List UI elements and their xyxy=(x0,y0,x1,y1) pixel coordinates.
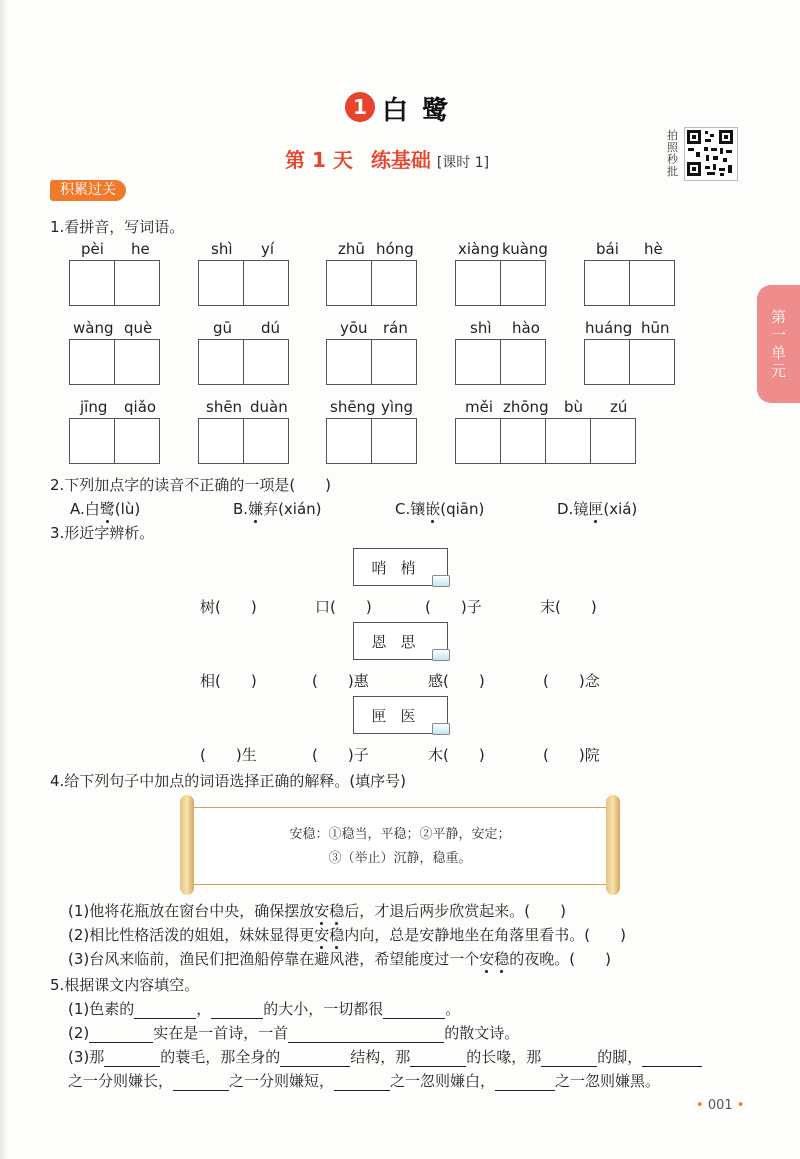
answer-blank[interactable] xyxy=(211,1004,263,1019)
writing-box[interactable] xyxy=(500,260,546,306)
pinyin-group xyxy=(455,398,636,464)
writing-box[interactable] xyxy=(371,339,417,385)
char-card: 恩思 xyxy=(353,622,448,660)
q2-option-a[interactable]: A.白鹭(lù) xyxy=(70,500,141,518)
pin-icon xyxy=(432,723,450,735)
writing-box[interactable] xyxy=(455,260,501,306)
q2-title: 2.下列加点字的读音不正确的一项是( ) xyxy=(50,476,332,494)
writing-box[interactable] xyxy=(198,339,244,385)
pinyin-syllable: bù xyxy=(564,398,584,416)
definition-scroll xyxy=(180,795,620,895)
pinyin-syllable: què xyxy=(124,319,153,337)
pinyin-syllable: shì xyxy=(211,240,233,258)
writing-box[interactable] xyxy=(371,418,417,464)
writing-box[interactable] xyxy=(69,260,115,306)
q4-sentence-3[interactable]: (3)台风来临前，渔民们把渔船停靠在避风港，希望能度过一个安稳的夜晚。( ) xyxy=(68,950,612,968)
writing-box[interactable] xyxy=(590,418,636,464)
pinyin-syllable: yōu xyxy=(340,319,368,337)
answer-blank[interactable] xyxy=(541,1052,597,1067)
pinyin-syllable: huáng xyxy=(585,319,633,337)
pinyin-group xyxy=(69,240,160,306)
pinyin-syllable: hào xyxy=(512,319,540,337)
definition-line: ③（举止）沉静，稳重。 xyxy=(328,851,472,866)
fill-blank[interactable]: ( )院 xyxy=(543,746,600,764)
writing-box[interactable] xyxy=(198,418,244,464)
q1-title: 1.看拼音，写词语。 xyxy=(50,218,185,236)
fill-blank[interactable]: 口( ) xyxy=(315,598,372,616)
pinyin-group xyxy=(455,240,546,306)
answer-blank[interactable] xyxy=(288,1028,444,1043)
writing-box[interactable] xyxy=(584,260,630,306)
pinyin-group xyxy=(326,398,417,464)
char-card: 匣医 xyxy=(353,696,448,734)
q5-line-3: (3)那 的蓑毛，那全身的 结构，那 的长喙，那 的脚， xyxy=(68,1046,702,1067)
writing-box[interactable] xyxy=(326,339,372,385)
pinyin-group xyxy=(69,398,160,464)
pinyin-group xyxy=(584,240,675,306)
fill-blank[interactable]: 树( ) xyxy=(200,598,257,616)
writing-box[interactable] xyxy=(243,418,289,464)
writing-box[interactable] xyxy=(584,339,630,385)
writing-box[interactable] xyxy=(69,418,115,464)
period-label: [课时 1] xyxy=(436,155,490,171)
q4-title: 4.给下列句子中加点的词语选择正确的解释。(填序号) xyxy=(50,772,407,790)
writing-box[interactable] xyxy=(371,260,417,306)
pinyin-syllable: shēn xyxy=(206,398,243,416)
pinyin-syllable: hūn xyxy=(641,319,670,337)
pinyin-syllable: hè xyxy=(644,240,663,258)
fill-blank[interactable]: 感( ) xyxy=(428,672,485,690)
day-label: 第 1 天 xyxy=(285,148,353,172)
writing-box[interactable] xyxy=(243,260,289,306)
pinyin-group xyxy=(198,319,289,385)
unit-side-tab: 第一单元 xyxy=(757,285,800,403)
writing-box[interactable] xyxy=(198,260,244,306)
q2-option-b[interactable]: B.嫌弃(xián) xyxy=(233,500,322,518)
writing-box[interactable] xyxy=(326,418,372,464)
answer-blank[interactable] xyxy=(89,1028,153,1043)
scroll-rod-icon xyxy=(180,795,194,895)
pinyin-group xyxy=(455,319,546,385)
answer-blank[interactable] xyxy=(410,1052,466,1067)
pinyin-syllable: xiàng xyxy=(458,240,500,258)
writing-box[interactable] xyxy=(455,339,501,385)
pinyin-syllable: yìng xyxy=(381,398,414,416)
q4-sentence-2[interactable]: (2)相比性格活泼的姐姐，妹妹显得更安稳内向，总是安静地坐在角落里看书。( ) xyxy=(68,926,626,944)
fill-blank[interactable]: 木( ) xyxy=(428,746,485,764)
pinyin-group xyxy=(69,319,160,385)
pinyin-syllable: měi xyxy=(465,398,494,416)
pinyin-syllable: kuàng xyxy=(502,240,548,258)
pinyin-group xyxy=(326,240,417,306)
fill-blank[interactable]: ( )生 xyxy=(200,746,257,764)
writing-box[interactable] xyxy=(114,260,160,306)
q2-option-d[interactable]: D.镜匣(xiá) xyxy=(557,500,638,518)
pinyin-syllable: pèi xyxy=(81,240,104,258)
answer-blank[interactable] xyxy=(334,1076,390,1091)
lesson-number-badge: 1 xyxy=(345,92,375,122)
pinyin-syllable: jīng xyxy=(80,398,108,416)
practice-label: 练基础 xyxy=(370,148,431,172)
page-number: • 001 • xyxy=(696,1098,745,1113)
qr-code-icon[interactable] xyxy=(684,127,738,181)
q5-line-4: 之一分则嫌长， 之一分则嫌短， 之一忽则嫌白， 之一忽则嫌黑。 xyxy=(68,1072,661,1090)
pinyin-syllable: zú xyxy=(610,398,628,416)
pinyin-group xyxy=(326,319,417,385)
pinyin-syllable: he xyxy=(131,240,150,258)
fill-blank[interactable]: 末( ) xyxy=(540,598,597,616)
definition-line: 安稳：①稳当，平稳；②平静，安定； xyxy=(289,827,511,842)
pinyin-syllable: dú xyxy=(261,319,281,337)
writing-box[interactable] xyxy=(545,418,591,464)
writing-box[interactable] xyxy=(114,339,160,385)
pinyin-syllable: qiǎo xyxy=(124,398,157,416)
scroll-rod-icon xyxy=(606,795,620,895)
page-spine xyxy=(0,0,8,1159)
answer-blank[interactable] xyxy=(173,1076,229,1091)
section-tag: 积累过关 xyxy=(50,180,126,201)
pin-icon xyxy=(432,575,450,587)
answer-blank[interactable] xyxy=(383,1004,445,1019)
pinyin-syllable: shì xyxy=(470,319,492,337)
writing-box[interactable] xyxy=(629,260,675,306)
q3-title: 3.形近字辨析。 xyxy=(50,524,155,542)
pinyin-syllable: rán xyxy=(383,319,408,337)
writing-box[interactable] xyxy=(629,339,675,385)
writing-box[interactable] xyxy=(500,418,546,464)
fill-blank[interactable]: ( )子 xyxy=(312,746,369,764)
pinyin-group xyxy=(584,319,675,385)
pinyin-syllable: zhū xyxy=(338,240,365,258)
pinyin-syllable: bái xyxy=(596,240,619,258)
answer-blank[interactable] xyxy=(280,1052,350,1067)
pinyin-syllable: shēng xyxy=(330,398,376,416)
answer-blank[interactable] xyxy=(642,1052,702,1067)
fill-blank[interactable]: ( )念 xyxy=(543,672,600,690)
pinyin-syllable: duàn xyxy=(250,398,288,416)
answer-blank[interactable] xyxy=(134,1004,196,1019)
writing-box[interactable] xyxy=(500,339,546,385)
pinyin-group xyxy=(198,240,289,306)
qr-label: 拍照秒批 xyxy=(667,129,678,178)
char-card: 哨梢 xyxy=(353,548,448,586)
answer-blank[interactable] xyxy=(495,1076,555,1091)
pinyin-syllable: zhōng xyxy=(503,398,549,416)
pinyin-syllable: gū xyxy=(213,319,233,337)
fill-blank[interactable]: 相( ) xyxy=(200,672,257,690)
writing-box[interactable] xyxy=(243,339,289,385)
pinyin-syllable: yí xyxy=(261,240,275,258)
pinyin-syllable: hóng xyxy=(376,240,414,258)
fill-blank[interactable]: ( )惠 xyxy=(312,672,369,690)
writing-box[interactable] xyxy=(455,418,501,464)
pin-icon xyxy=(432,649,450,661)
q5-line-2: (2) 实在是一首诗，一首 的散文诗。 xyxy=(68,1024,520,1042)
pinyin-syllable: wàng xyxy=(73,319,114,337)
q5-title: 5.根据课文内容填空。 xyxy=(50,976,200,994)
scroll-paper xyxy=(192,807,610,885)
fill-blank[interactable]: ( )子 xyxy=(425,598,482,616)
lesson-title: 白鹭 xyxy=(382,96,463,126)
q5-line-1: (1)色素的 ， 的大小，一切都很 。 xyxy=(68,1000,461,1018)
writing-box[interactable] xyxy=(326,260,372,306)
answer-blank[interactable] xyxy=(104,1052,160,1067)
pinyin-group xyxy=(198,398,289,464)
q4-sentence-1[interactable]: (1)他将花瓶放在窗台中央，确保摆放安稳后，才退后两步欣赏起来。( ) xyxy=(68,902,566,920)
q2-option-c[interactable]: C.镶嵌(qiān) xyxy=(395,500,485,518)
writing-box[interactable] xyxy=(69,339,115,385)
day-subtitle xyxy=(285,144,489,173)
writing-box[interactable] xyxy=(114,418,160,464)
